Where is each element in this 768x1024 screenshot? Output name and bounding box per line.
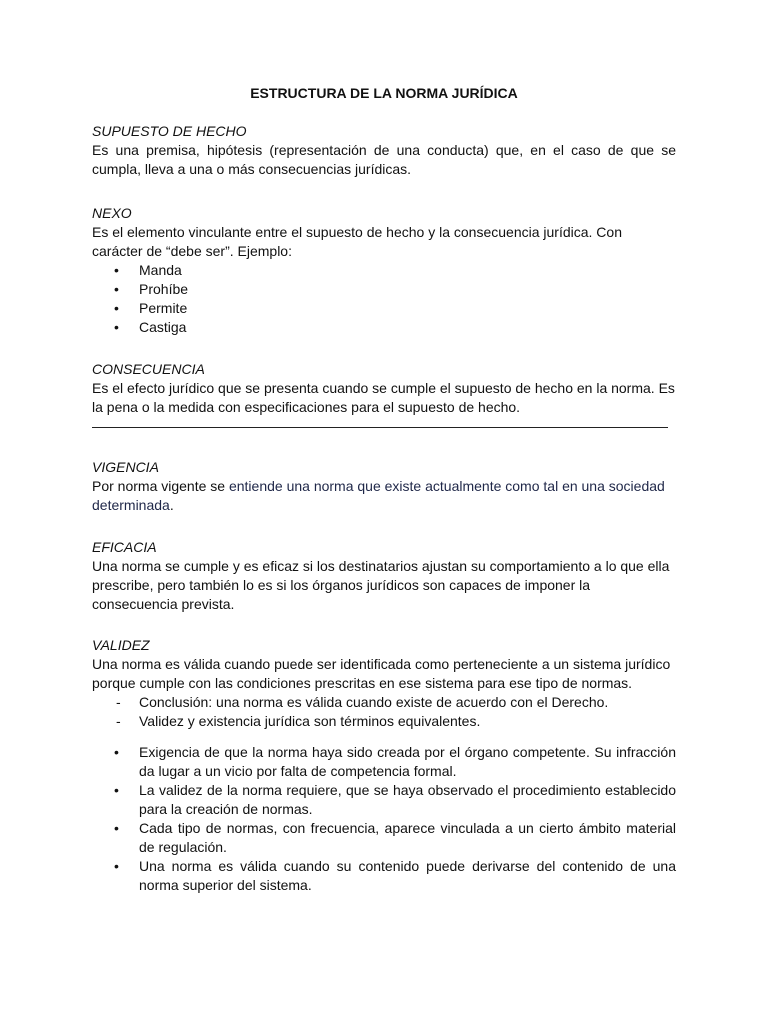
section-text-supuesto: Es una premisa, hipótesis (representación de una conducta) que, en el caso de que se cumpla, lleva a una o más consecuencias jurídicas. xyxy=(92,142,676,177)
section-text-validez: Una norma es válida cuando puede ser identificada como perteneciente a un sistema jurídico porque cumple con las condiciones prescritas en ese sistema para ese tipo de normas. xyxy=(92,656,671,691)
validez-dash-list xyxy=(92,693,676,731)
section-nexo xyxy=(92,204,676,337)
section-eficacia xyxy=(92,538,676,614)
section-supuesto xyxy=(92,122,676,179)
list-item: • Permite xyxy=(92,299,676,318)
section-text-eficacia: Una norma se cumple y es eficaz si los destinatarios ajustan su comportamiento a lo que ella prescribe, pero también lo es si los órganos jurídicos son capaces de imponer la consecuencia prevista. xyxy=(92,558,670,612)
horizontal-divider xyxy=(92,427,668,428)
section-heading-consecuencia: CONSECUENCIA xyxy=(92,361,205,377)
section-validez-bullets xyxy=(92,743,676,895)
list-item: - Conclusión: una norma es válida cuando existe de acuerdo con el Derecho. xyxy=(92,693,676,712)
section-text-consecuencia: Es el efecto jurídico que se presenta cuando se cumple el supuesto de hecho en la norma. Es la pena o la medida con especificaciones para el supuesto de hecho. xyxy=(92,380,675,415)
list-item: • La validez de la norma requiere, que se haya observado el procedimiento establecido para la creación de normas. xyxy=(92,781,676,819)
section-consecuencia xyxy=(92,360,676,417)
vigencia-text-prefix: Por norma vigente se xyxy=(92,478,229,494)
list-item: - Validez y existencia jurídica son términos equivalentes. xyxy=(92,712,676,731)
section-validez xyxy=(92,636,676,731)
section-text-nexo: Es el elemento vinculante entre el supuesto de hecho y la consecuencia jurídica. Con carácter de “debe ser”. Ejemplo: xyxy=(92,224,622,259)
section-heading-supuesto: SUPUESTO DE HECHO xyxy=(92,123,247,139)
section-heading-eficacia: EFICACIA xyxy=(92,539,157,555)
list-item: • Una norma es válida cuando su contenido puede derivarse del contenido de una norma superior del sistema. xyxy=(92,857,676,895)
list-item: • Prohíbe xyxy=(92,280,676,299)
section-heading-nexo: NEXO xyxy=(92,205,132,221)
nexo-list xyxy=(92,261,676,337)
section-vigencia xyxy=(92,458,676,515)
document-title: ESTRUCTURA DE LA NORMA JURÍDICA xyxy=(250,85,518,101)
list-item: • Castiga xyxy=(92,318,676,337)
section-heading-vigencia: VIGENCIA xyxy=(92,459,159,475)
section-text-vigencia xyxy=(92,477,676,515)
vigencia-text-highlight: entiende una norma que existe actualmente como tal en una sociedad determinada xyxy=(92,478,665,513)
list-item: • Manda xyxy=(92,261,676,280)
vigencia-text-suffix: . xyxy=(169,497,174,513)
list-item: • Exigencia de que la norma haya sido creada por el órgano competente. Su infracción da lugar a un vicio por falta de competencia formal. xyxy=(92,743,676,781)
list-item: • Cada tipo de normas, con frecuencia, aparece vinculada a un cierto ámbito material de regulación. xyxy=(92,819,676,857)
validez-bullet-list xyxy=(92,743,676,895)
section-heading-validez: VALIDEZ xyxy=(92,637,150,653)
